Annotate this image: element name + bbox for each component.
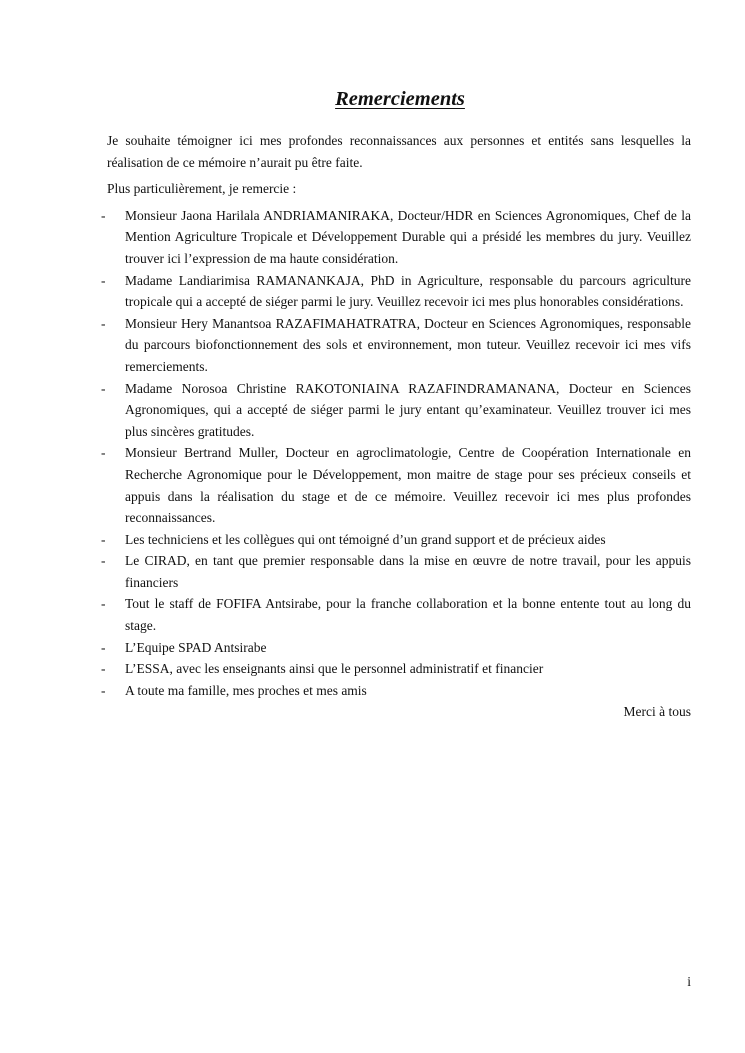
list-item-text: Monsieur Hery Manantsoa RAZAFIMAHATRATRA, Docteur en Sciences Agronomiques, responsable du parcours biofonctionnement des sols et environnement, mon tuteur. Veuillez recevoir ici mes vifs remerciements. (125, 315, 691, 374)
list-item (101, 205, 691, 270)
list-item-text: Les techniciens et les collègues qui ont témoigné d’un grand support et de précieux aides (125, 531, 606, 547)
closing-line: Merci à tous (623, 704, 691, 720)
page-number: i (687, 974, 691, 989)
list-item (101, 270, 691, 313)
list-item-text: Monsieur Jaona Harilala ANDRIAMANIRAKA, Docteur/HDR en Sciences Agronomiques, Chef de la Mention Agriculture Tropicale et Développement Durable qui a présidé les membres du jury. Veuillez trouver ici l’expression de ma haute considération. (125, 207, 691, 266)
list-item-text: Monsieur Bertrand Muller, Docteur en agroclimatologie, Centre de Coopération Internationale en Recherche Agronomique pour le Développement, mon maitre de stage pour ses précieux conseils et appuis dans la réalisation du stage et de ce mémoire. Veuillez recevoir ici mes plus profondes reconnaissances. (125, 445, 691, 526)
list-item (101, 680, 691, 702)
page-title: Remerciements (335, 88, 465, 110)
bullet: - (101, 682, 106, 698)
list-item-text: Madame Landiarimisa RAMANANKAJA, PhD in Agriculture, responsable du parcours agriculture tropicale qui a accepté de siéger parmi le jury. Veuillez recevoir ici mes plus honorables considérations. (125, 272, 691, 310)
list-item (101, 313, 691, 378)
list-item-text: Tout le staff de FOFIFA Antsirabe, pour la franche collaboration et la bonne entente tout au long du stage. (125, 596, 691, 634)
bullet: - (101, 272, 106, 288)
bullet: - (101, 380, 106, 396)
bullet: - (101, 639, 106, 655)
list-item (101, 529, 691, 551)
list-item-text: Le CIRAD, en tant que premier responsable dans la mise en œuvre de notre travail, pour les appuis financiers (125, 553, 691, 590)
list-item-text: Madame Norosoa Christine RAKOTONIAINA RAZAFINDRAMANANA, Docteur en Sciences Agronomiques, qui a accepté de siéger parmi le jury entant qu’examinateur. Veuillez trouver ici mes plus sincères gratitudes. (125, 380, 691, 439)
list-item-text: L’Equipe SPAD Antsirabe (125, 639, 267, 655)
list-item (101, 378, 691, 443)
list-item (101, 550, 691, 593)
bullet: - (101, 531, 106, 547)
list-item-text: A toute ma famille, mes proches et mes amis (125, 682, 367, 698)
bullet: - (101, 596, 106, 612)
bullet: - (101, 315, 106, 331)
lead-paragraph: Plus particulièrement, je remercie : (107, 181, 297, 197)
list-item (101, 658, 691, 680)
list-item (101, 637, 691, 659)
list-item (101, 593, 691, 636)
intro-paragraph: Je souhaite témoigner ici mes profondes reconnaissances aux personnes et entités sans lesquelles la réalisation de ce mémoire n’aurait pu être faite. (107, 133, 691, 170)
bullet: - (101, 445, 106, 461)
acknowledgements-body (101, 130, 691, 723)
list-item (101, 442, 691, 528)
bullet: - (101, 553, 106, 569)
list-item-text: L’ESSA, avec les enseignants ainsi que le personnel administratif et financier (125, 661, 544, 677)
bullet: - (101, 661, 106, 677)
bullet: - (101, 207, 106, 223)
acknowledgement-list (101, 205, 691, 702)
